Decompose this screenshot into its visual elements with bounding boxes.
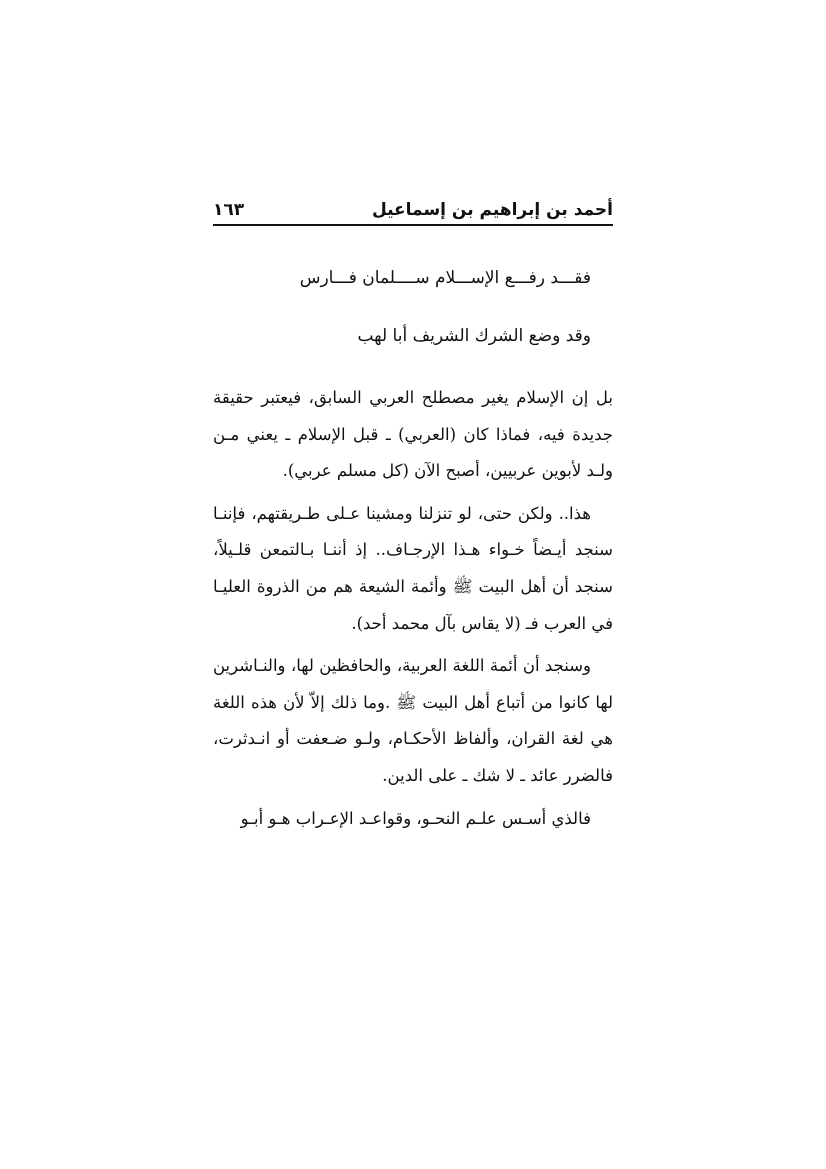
- page-number: ١٦٣: [213, 200, 245, 220]
- poem-verse-1: فقـــد رفـــع الإســـلام ســــلمان فـــارس: [299, 268, 591, 288]
- paragraph-2: هذا.. ولكن حتى، لو تنزلنا ومشينا عـلى طـريقتهم، فإننـا سنجد أيـضاً خـواء هـذا الإرجـاف.. إذ أننـا بـالتمعن قلـيلاً، سنجد أن أهل البيت ﷺ وأئمة الشيعة هم من الذروة العليـا في العرب فـ (لا يقاس بآل محمد أحد).: [213, 503, 613, 633]
- paragraph-4: فالذي أسـس علـم النحـو، وقواعـد الإعـراب هـو أبـو: [240, 808, 591, 828]
- paragraph-3: وسنجد أن أئمة اللغة العربية، والحافظين لها، والنـاشرين لها كانوا من أتباع أهل البيت ﷺ .وما ذلك إلاّ لأن هذه اللغة هي لغة القران، وألفاظ الأحكـام، ولـو ضـعفت أو انـدثرت، فالضرر عائد ـ لا شك ـ على الدين.: [213, 656, 613, 785]
- poem-verse-2: وقد وضع الشرك الشريف أبا لهب: [357, 326, 591, 346]
- paragraph-1: بل إن الإسلام يغير مصطلح العربي السابق، فيعتبر حقيقة جديدة فيه، فماذا كان (العربي) ـ قبل الإسلام ـ يعني مـن ولـد لأبوين عربيين، أصبح الآن (كل مسلم عربي).: [213, 388, 613, 481]
- running-header: [213, 190, 613, 226]
- body-text: [213, 380, 613, 837]
- page-content: [213, 190, 613, 837]
- running-title: أحمد بن إبراهيم بن إسماعيل: [371, 200, 613, 220]
